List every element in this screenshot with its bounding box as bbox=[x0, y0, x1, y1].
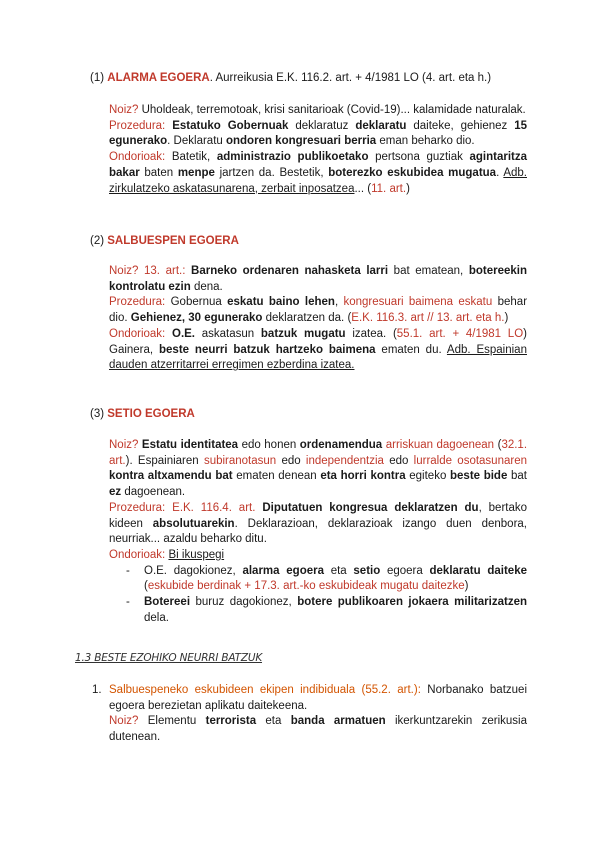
bold-text: ordenamendua bbox=[299, 439, 383, 451]
list-item bbox=[109, 595, 527, 626]
bold-text: menpe bbox=[177, 166, 215, 179]
text: , bertako kideen bbox=[109, 501, 528, 530]
text: ( bbox=[144, 580, 148, 593]
text: ikerkuntzarekin zerikusia dutenean. bbox=[109, 715, 528, 744]
text: . Deklaratu bbox=[167, 135, 226, 148]
text: bat bbox=[507, 470, 527, 483]
section-title: SETIO EGOERA bbox=[107, 408, 195, 420]
bold-text: eskatu baino lehen bbox=[227, 296, 335, 309]
bold-text: Diputatuen kongresua deklaratzen du bbox=[262, 501, 479, 514]
section-body-alarma bbox=[109, 103, 527, 197]
bold-text: eta horri kontra bbox=[320, 470, 406, 483]
text: ... ( bbox=[354, 182, 372, 195]
section-body-salbuespen bbox=[109, 264, 527, 374]
text: egoera bbox=[380, 564, 430, 577]
highlighted-text: independentzia bbox=[305, 454, 384, 467]
text: . Deklarazioan, deklarazioak izango duen denbora, neurriak... azaldu beharko ditu. bbox=[109, 517, 527, 546]
noiz-label: Noiz? 13. art.: bbox=[109, 265, 186, 277]
text: izatea. ( bbox=[345, 327, 397, 340]
noiz-label: Noiz? bbox=[109, 439, 139, 451]
text: daiteke, gehienez bbox=[406, 119, 515, 132]
bold-text: beste neurri batzuk hartzeko baimena bbox=[159, 343, 376, 356]
prozedura-paragraph bbox=[109, 295, 527, 326]
noiz-paragraph bbox=[109, 103, 527, 119]
text: , bbox=[334, 296, 344, 309]
text: behar dio. bbox=[109, 296, 528, 325]
highlighted-text: eskubide berdinak + 17.3. art.-ko eskubideak mugatu daitezke bbox=[147, 580, 465, 593]
bold-text: O.E. bbox=[172, 327, 196, 340]
bold-text: terrorista bbox=[205, 715, 257, 728]
ondorioak-label: Ondorioak: bbox=[109, 151, 166, 164]
bold-text: administrazio publikoetako bbox=[216, 151, 369, 164]
text bbox=[165, 328, 172, 340]
section-number: (3) bbox=[90, 408, 105, 420]
text: dena. bbox=[190, 280, 223, 293]
bold-text: ondoren kongresuari berria bbox=[225, 135, 377, 148]
section-heading-setio bbox=[90, 407, 195, 422]
section-title: ALARMA EGOERA bbox=[107, 72, 210, 84]
text: ). Espainiaren bbox=[125, 454, 204, 467]
ondorioak-paragraph bbox=[109, 150, 527, 197]
text: edo honen bbox=[238, 439, 300, 451]
text: deklaratzen da. ( bbox=[262, 312, 352, 325]
text: ) bbox=[406, 182, 410, 195]
ondorioak-label: Ondorioak: bbox=[109, 327, 166, 340]
prozedura-label: Prozedura: bbox=[109, 119, 166, 132]
article-reference: 11. art. bbox=[371, 182, 407, 195]
bold-text: kontra altxamendu bat bbox=[109, 470, 233, 483]
bold-text: Botereei bbox=[144, 596, 191, 609]
bold-text: setio bbox=[353, 564, 381, 577]
noiz-label: Noiz? bbox=[109, 715, 139, 728]
numbered-item bbox=[92, 683, 527, 746]
bold-text: 15 egunerako bbox=[109, 119, 528, 148]
text: Norbanako batzuei egoera berezietan aplikatu daitekeena. bbox=[109, 684, 527, 712]
bold-text: Gehienez, 30 egunerako bbox=[130, 312, 263, 325]
bold-text: botere publikoaren jokaera militarizatzen bbox=[297, 596, 527, 609]
highlighted-text: Salbuespeneko eskubideen ekipen indibiduala (55.2. art.): bbox=[109, 684, 421, 696]
bold-text: beste bide bbox=[450, 470, 508, 483]
text: dagoenean. bbox=[121, 486, 186, 499]
text: O.E. dagokionez, bbox=[144, 564, 243, 577]
text: eta bbox=[256, 715, 291, 728]
highlighted-text: arriskuan dagoenean bbox=[385, 439, 495, 451]
bold-text: Barneko ordenaren nahasketa larri bbox=[191, 265, 389, 277]
text: ) bbox=[504, 312, 509, 325]
section-heading-salbuespen bbox=[90, 234, 239, 249]
section-heading-alarma bbox=[90, 71, 491, 86]
underlined-text: Bi ikuspegi bbox=[168, 548, 225, 561]
dash-bullet: - bbox=[126, 596, 130, 609]
underlined-example: Adb. zirkulatzeko askatasunarena, zerbait inposatzea bbox=[109, 166, 527, 195]
noiz-paragraph bbox=[109, 438, 527, 501]
dash-bullet: - bbox=[126, 564, 130, 577]
bold-text: Estatu identitatea bbox=[141, 439, 239, 451]
text: ematen denean bbox=[232, 470, 321, 483]
prozedura-label: Prozedura: bbox=[109, 296, 166, 309]
prozedura-paragraph bbox=[109, 119, 527, 150]
section-number: (2) bbox=[90, 235, 105, 247]
bold-text: batzuk mugatu bbox=[260, 327, 346, 340]
text: Uholdeak, terremotoak, krisi sanitarioak (Covid-19)... kalamidade naturalak. bbox=[138, 104, 526, 116]
bold-text: alarma egoera bbox=[242, 564, 324, 577]
text: edo bbox=[276, 454, 306, 467]
text: buruz dagokionez, bbox=[190, 596, 298, 609]
text: askatasun bbox=[195, 327, 261, 340]
bold-text: botereekin kontrolatu ezin bbox=[109, 265, 527, 293]
bold-text: deklaratu daiteke bbox=[429, 564, 527, 577]
bold-text: Estatuko Gobernuak bbox=[172, 119, 289, 132]
noiz-paragraph bbox=[109, 714, 527, 745]
article-reference: 55.1. art. + 4/1981 LO bbox=[396, 327, 524, 340]
ondorioak-label: Ondorioak: bbox=[109, 548, 166, 561]
section-title-tail: . Aurreikusia E.K. 116.2. art. + 4/1981 LO (4. art. eta h.) bbox=[209, 72, 492, 84]
highlighted-text: subiranotasun bbox=[203, 454, 277, 467]
highlighted-text: kongresuari baimena eskatu bbox=[343, 296, 493, 309]
ondorioak-paragraph bbox=[109, 548, 527, 564]
item-number: 1. bbox=[92, 684, 102, 696]
text: dela. bbox=[144, 611, 169, 624]
numbered-item-body bbox=[109, 683, 527, 746]
text: Batetik, bbox=[165, 151, 217, 164]
text: ( bbox=[494, 439, 502, 451]
bold-text: banda armatuen bbox=[290, 715, 386, 728]
text: . bbox=[496, 166, 504, 179]
section-body-setio bbox=[109, 438, 527, 626]
text: ) Gainera, bbox=[109, 327, 527, 356]
prozedura-label: Prozedura: E.K. 116.4. art. bbox=[109, 501, 256, 514]
article-reference: E.K. 116.3. art // 13. art. eta h. bbox=[351, 312, 505, 325]
text: egiteko bbox=[405, 470, 451, 483]
text: ) bbox=[464, 580, 469, 593]
bold-text: ez bbox=[109, 486, 122, 499]
bold-text: boterezko eskubidea mugatua bbox=[328, 166, 497, 179]
prozedura-paragraph bbox=[109, 501, 527, 548]
text: Elementu bbox=[138, 715, 206, 728]
text: pertsona guztiak bbox=[368, 151, 470, 164]
highlighted-text: lurralde osotasunaren bbox=[413, 454, 527, 467]
bold-text: agintaritza bakar bbox=[109, 151, 527, 179]
ondorioak-paragraph bbox=[109, 327, 527, 374]
text: Gobernua bbox=[165, 296, 228, 309]
section-title: SALBUESPEN EGOERA bbox=[107, 235, 239, 247]
article-reference: 32.1. art. bbox=[109, 439, 528, 467]
text: deklaratuz bbox=[288, 119, 356, 132]
section-number: (1) bbox=[90, 72, 105, 84]
bold-text: deklaratu bbox=[355, 119, 407, 132]
underlined-example: Adb. Espainian dauden atzerritarrei erregimen ezberdina izatea. bbox=[109, 343, 527, 372]
text: eman beharko dio. bbox=[376, 135, 475, 148]
noiz-label: Noiz? bbox=[109, 104, 139, 116]
text: ematen du. bbox=[375, 343, 447, 356]
bold-text: absolutuarekin bbox=[152, 517, 235, 530]
text: eta bbox=[323, 564, 354, 577]
text: jartzen da. Bestetik, bbox=[214, 166, 329, 179]
text: edo bbox=[383, 454, 414, 467]
text: baten bbox=[139, 166, 178, 179]
item-paragraph bbox=[109, 683, 527, 714]
subsection-title: 1.3 BESTE EZOHIKO NEURRI BATZUK bbox=[75, 652, 263, 664]
noiz-paragraph bbox=[109, 264, 527, 295]
list-item bbox=[109, 564, 527, 595]
text: bat ematean, bbox=[388, 265, 469, 277]
